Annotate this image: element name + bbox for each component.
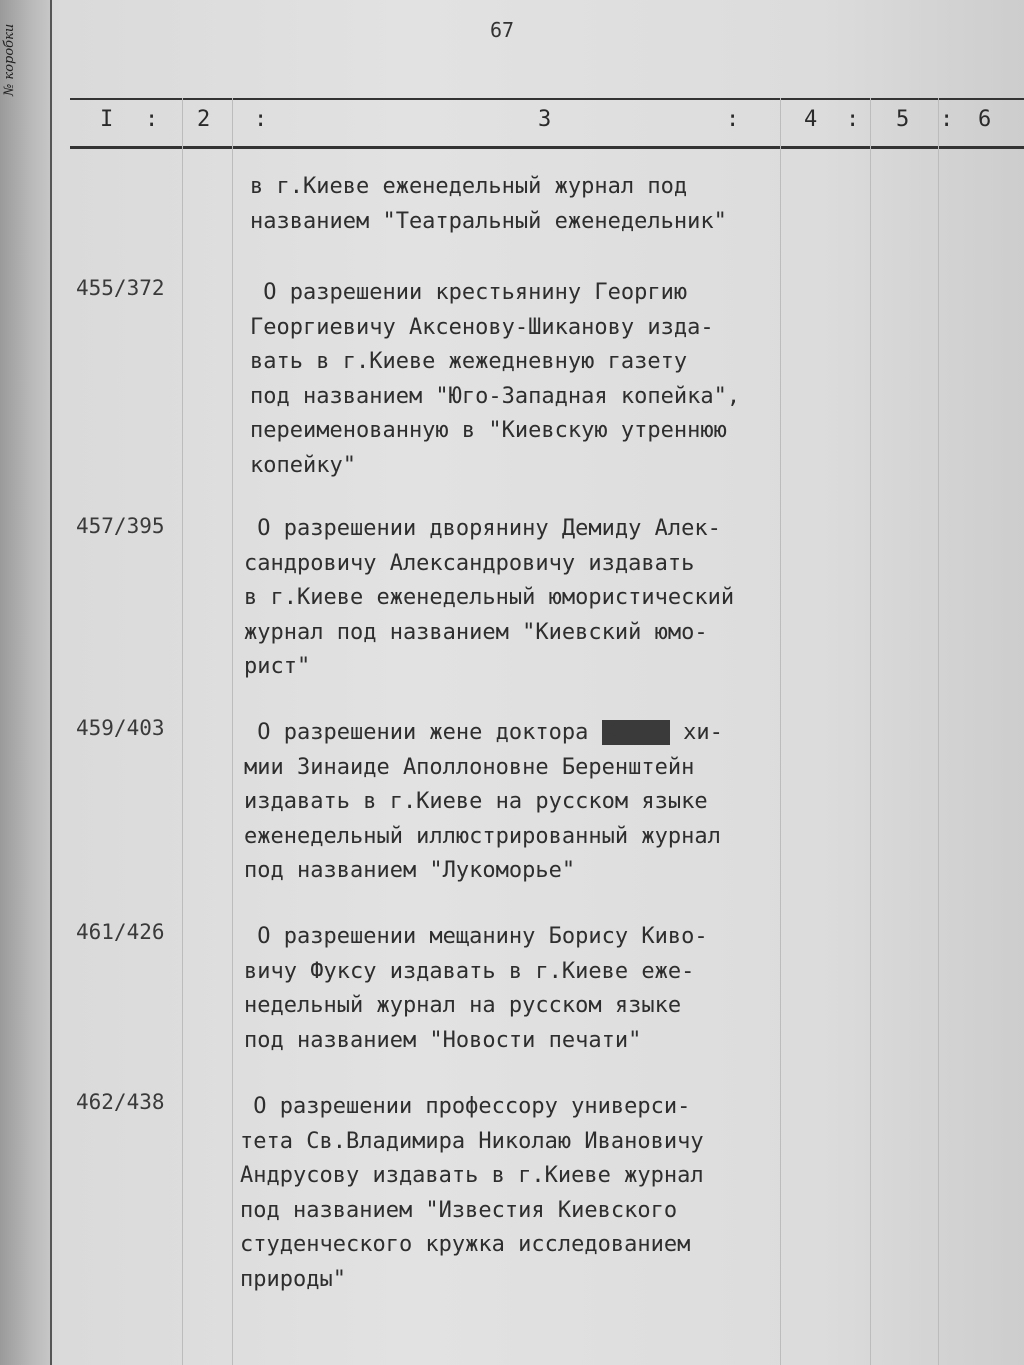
text-line: журнал под названием "Киевский юмо-: [244, 619, 708, 645]
text-line: недельный журнал на русском языке: [244, 993, 682, 1018]
header-rule-bottom: [70, 146, 1024, 149]
text-line: вать в г.Киеве жежедневную газету: [250, 349, 688, 374]
column-header-2: 2: [197, 107, 211, 132]
column-line: [232, 98, 233, 1365]
column-separator: :: [846, 107, 860, 132]
struck-out-word: Химии: [602, 720, 669, 745]
text-line: тета Св.Владимира Николаю Ивановичу: [240, 1128, 704, 1154]
text-line: копейку": [250, 452, 356, 478]
entry-text: [244, 512, 804, 685]
column-header-1: I: [100, 107, 114, 132]
entry-number: 462/438: [76, 1090, 165, 1114]
column-line: [182, 98, 183, 1365]
entry-number: 461/426: [76, 920, 165, 944]
text-line: названием "Театральный еженедельник": [250, 208, 727, 234]
margin-line: [50, 0, 52, 1365]
entry-text: [244, 920, 804, 1058]
text-segment: О разрешении жене доктора: [244, 720, 602, 745]
column-header-4: 4: [804, 107, 818, 132]
text-line: О разрешении крестьянину Георгию: [250, 280, 688, 305]
text-line: рист": [244, 654, 311, 679]
text-line: Андрусову издавать в г.Киеве журнал: [240, 1163, 704, 1188]
text-line: [244, 716, 804, 751]
text-line: издавать в г.Киеве на русском языке: [244, 789, 708, 814]
text-line: под названием "Новости печати": [244, 1027, 642, 1053]
text-line: студенческого кружка исследованием: [240, 1232, 691, 1257]
column-separator: :: [145, 107, 159, 132]
column-line: [870, 98, 871, 1365]
entry-number: 459/403: [76, 716, 165, 740]
text-line: переименованную в "Киевскую утреннюю: [250, 418, 727, 443]
text-line: в г.Киеве еженедельный юмористический: [244, 585, 735, 610]
header-rule-top: [70, 98, 1024, 100]
text-line: в г.Киеве еженедельный журнал под: [250, 174, 688, 199]
entry-number: 457/395: [76, 514, 165, 538]
box-number-label: № коробки: [2, 23, 17, 96]
page-number: 67: [490, 18, 515, 42]
entry-text: [244, 716, 804, 889]
text-line: природы": [240, 1266, 346, 1292]
text-line: Георгиевичу Аксенову-Шиканову изда-: [250, 314, 714, 340]
text-line: мии Зинаиде Аполлоновне Беренштейн: [244, 754, 695, 780]
continuation-text: [250, 170, 810, 239]
text-line: О разрешении профессору универси-: [240, 1094, 691, 1119]
column-header-5: 5: [896, 107, 910, 132]
entry-text: [240, 1090, 800, 1297]
text-line: сандровичу Александровичу издавать: [244, 550, 695, 576]
text-line: вичу Фуксу издавать в г.Киеве еже-: [244, 958, 695, 984]
text-line: под названием "Юго-Западная копейка",: [250, 383, 741, 409]
text-line: еженедельный иллюстрированный журнал: [244, 823, 721, 849]
text-line: под названием "Известия Киевского: [240, 1197, 678, 1223]
entry-text: [250, 276, 810, 483]
entry-number: 455/372: [76, 276, 165, 300]
text-line: О разрешении мещанину Борису Киво-: [244, 924, 708, 949]
text-line: О разрешении дворянину Демиду Алек-: [244, 516, 721, 541]
column-header-3: 3: [538, 107, 552, 132]
column-separator: :: [940, 107, 954, 132]
column-header-6: 6: [978, 107, 992, 132]
column-separator: :: [726, 107, 740, 132]
left-margin: [0, 0, 52, 1365]
text-segment: хи-: [669, 720, 723, 745]
column-line: [938, 98, 939, 1365]
text-line: под названием "Лукоморье": [244, 858, 576, 883]
column-separator: :: [254, 107, 268, 132]
